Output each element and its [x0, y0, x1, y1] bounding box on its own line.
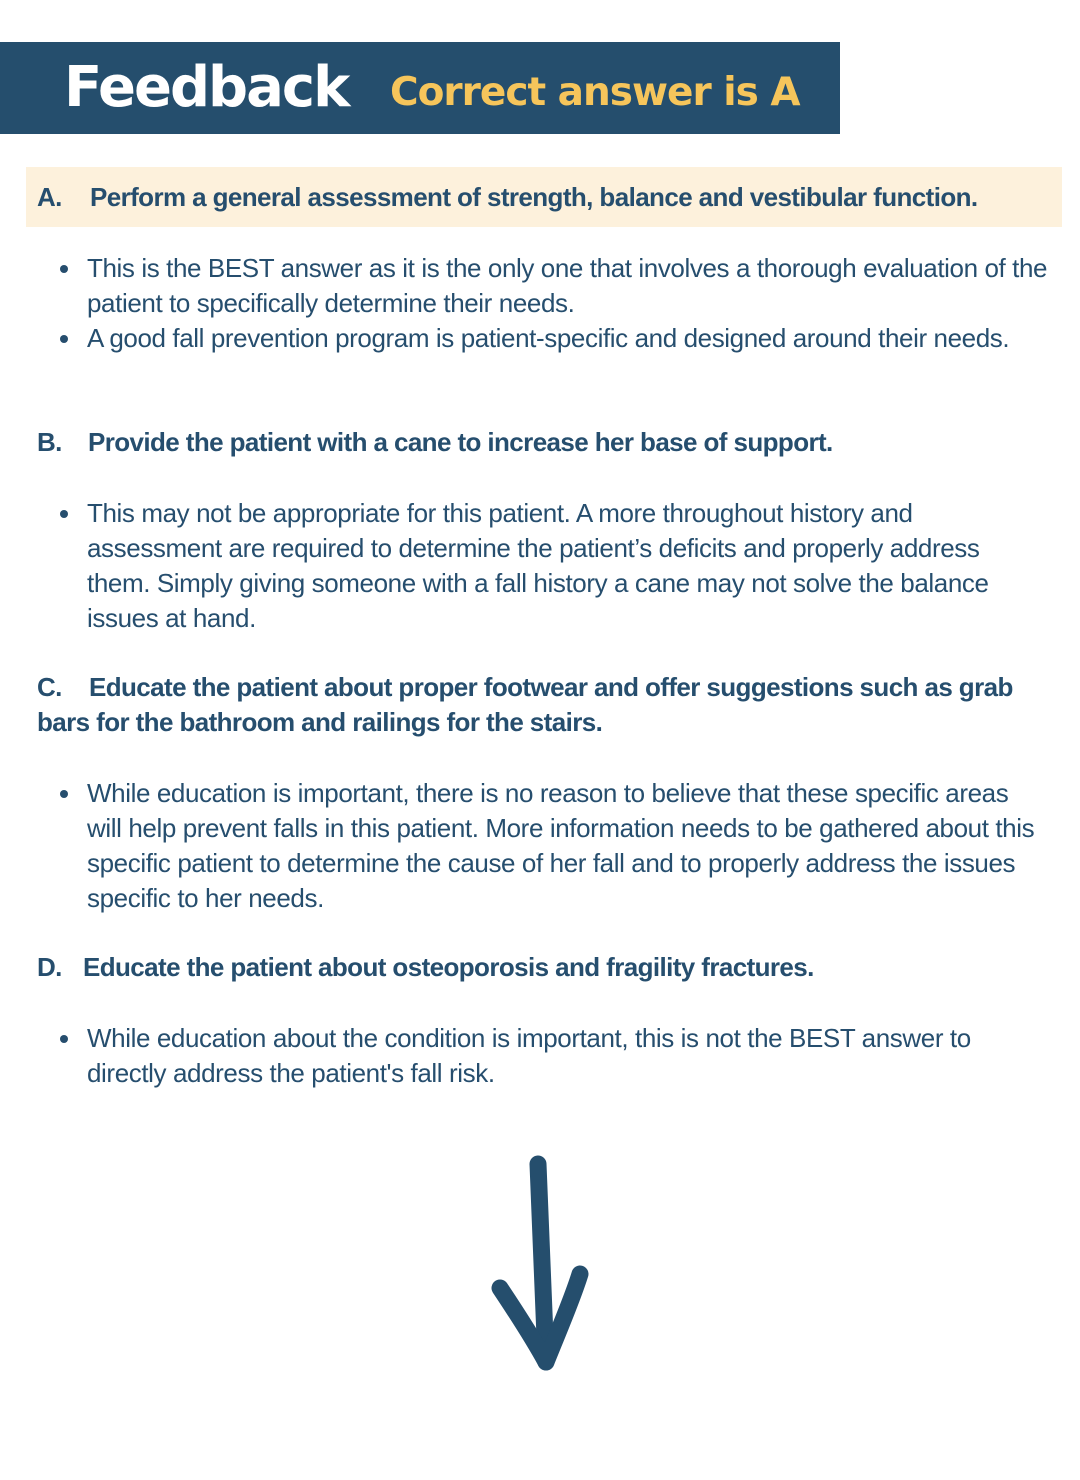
page-title: Feedback: [64, 55, 349, 120]
option-c-text: Educate the patient about proper footwear and offer suggestions such as grab bars for the bathroom and railings for the stairs.: [37, 672, 1013, 737]
option-b-letter: B.: [37, 427, 62, 457]
list-item: A good fall prevention program is patient-specific and designed around their needs.: [58, 321, 1048, 356]
option-d-feedback-list: [58, 1021, 1048, 1091]
option-a-text: Perform a general assessment of strength, balance and vestibular function.: [90, 182, 978, 212]
option-d-letter: D.: [37, 952, 62, 982]
option-b-text: Provide the patient with a cane to increase her base of support.: [88, 427, 833, 457]
header-banner: [0, 42, 840, 134]
option-a-heading: [37, 180, 978, 215]
list-item: This is the BEST answer as it is the only one that involves a thorough evaluation of the patient to specifically determine their needs.: [58, 251, 1048, 321]
option-b-heading: [37, 425, 833, 460]
list-item: While education is important, there is no reason to believe that these specific areas will help prevent falls in this patient. More information needs to be gathered about this specific patient to determine the cause of her fall and to properly address the issues specific to her needs.: [58, 776, 1048, 916]
list-item: This may not be appropriate for this patient. A more throughout history and assessment are required to determine the patient’s deficits and properly address them. Simply giving someone with a fall history a cane may not solve the balance issues at hand.: [58, 496, 1048, 636]
option-b-feedback-list: [58, 496, 1048, 636]
option-c-letter: C.: [37, 672, 62, 702]
option-c-feedback-list: [58, 776, 1048, 916]
option-d-text: Educate the patient about osteoporosis and fragility fractures.: [83, 952, 814, 982]
arrow-down-icon: [480, 1150, 610, 1380]
option-a-feedback-list: [58, 251, 1048, 356]
option-a-letter: A.: [37, 182, 62, 212]
option-d-heading: [37, 950, 814, 985]
correct-answer-label: Correct answer is A: [390, 70, 800, 115]
option-c-heading: [37, 670, 1047, 740]
list-item: While education about the condition is important, this is not the BEST answer to directly address the patient's fall risk.: [58, 1021, 1048, 1091]
